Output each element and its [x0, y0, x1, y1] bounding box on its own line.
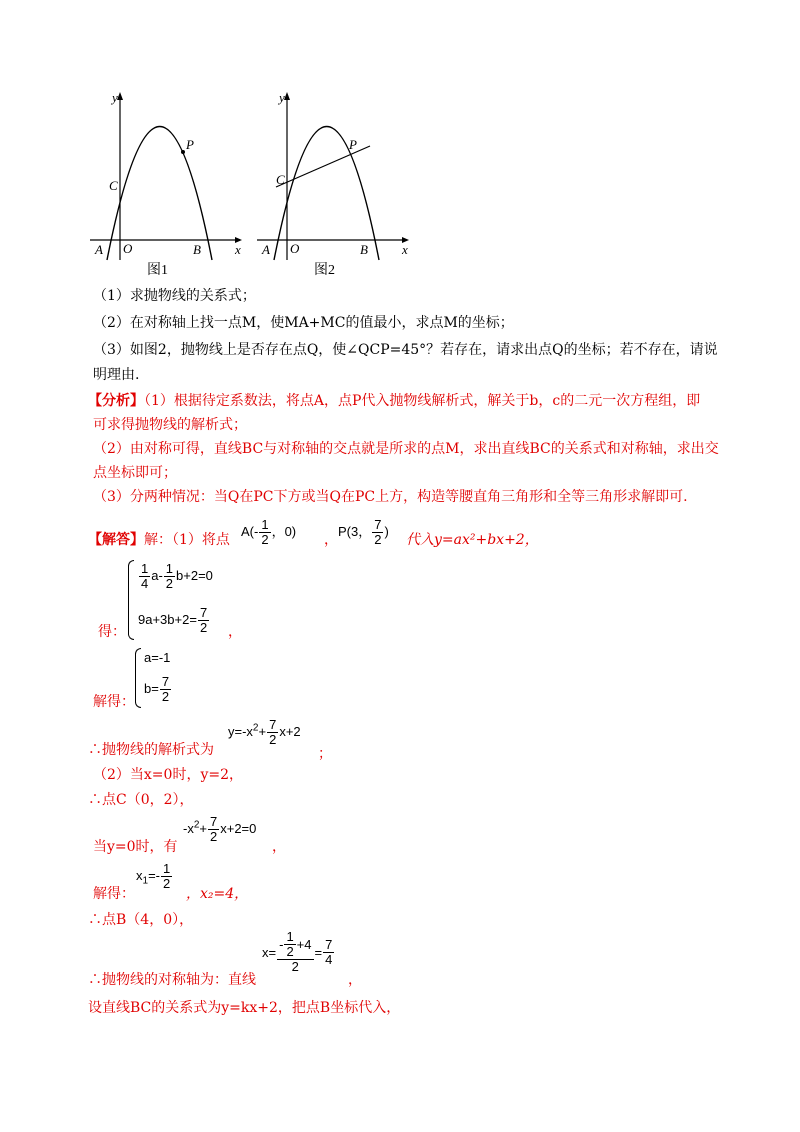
label-x: x: [235, 242, 241, 257]
analysis-text: （1）根据待定系数法，将点A，点P代入抛物线解析式，解关于b，c的二元一次方程组，即: [144, 393, 701, 409]
fraction-seven-halves: $\frac{7}{2}$: [374, 517, 382, 547]
comma: ，: [272, 839, 286, 855]
question-3-line1: （3）如图2，抛物线上是否存在点Q，使∠QCP=45°？若存在，请求出点Q的坐标；若不存在，请说: [93, 342, 718, 358]
equation-2: 9a+3b+2= $\frac{7}{2}$: [138, 605, 208, 635]
y-axis-arrow-icon: [284, 92, 290, 100]
solution-b: b= $\frac{7}{2}$: [144, 674, 170, 704]
parabola-expression-text: ∴抛物线的解析式为: [88, 742, 214, 758]
figure-1: [85, 88, 255, 278]
comma: ，: [228, 624, 242, 640]
analysis-tag: 【分析】: [88, 393, 144, 409]
y-axis-arrow-icon: [117, 92, 123, 100]
figure-2: [252, 88, 422, 278]
figure-caption: 图2: [314, 263, 335, 278]
label-x: x: [402, 242, 408, 257]
comma: ，: [348, 972, 362, 988]
label-c: C: [109, 178, 118, 193]
label-o: O: [290, 241, 300, 256]
zero-equation: $-x^2+$ $\frac{7}{2}$ x+2=0: [183, 814, 257, 844]
label-a: A: [262, 242, 270, 257]
axis-of-symmetry-equation: x= - $\frac{1}{2}$ +4 2 = $\frac{7}{4}$: [262, 929, 333, 974]
label-a: A: [95, 242, 103, 257]
point-p-marker: [181, 150, 185, 154]
comma: ，: [324, 532, 338, 548]
label-y: y: [112, 90, 118, 105]
solution-line-2: （2）当x=0时，y=2，: [93, 767, 243, 783]
solution-a: a=-1: [144, 650, 171, 665]
analysis-line-3: （2）由对称可得，直线BC与对称轴的交点就是所求的点M，求出直线BC的关系式和对称轴，求出交: [93, 441, 719, 457]
analysis-line-2: 可求得抛物线的解析式；: [93, 417, 247, 433]
get-label: 得：: [98, 624, 126, 640]
solution-line-1: 【解答】解：（1）将点: [88, 532, 230, 548]
solution-line-5: 解得：: [93, 886, 135, 902]
question-3-line2: 明理由.: [93, 367, 140, 383]
root-x1: $x_1=-$ $\frac{1}{2}$: [136, 861, 171, 891]
solve-label: 解得：: [93, 694, 135, 710]
solution-line-6: ∴点B（4，0），: [88, 912, 194, 928]
label-p: P: [186, 137, 194, 152]
figure-caption: 图1: [147, 263, 168, 278]
label-b: B: [360, 242, 368, 257]
label-p: P: [349, 137, 357, 152]
solution-line-8: 设直线BC的关系式为y=kx+2，把点B坐标代入，: [88, 1000, 401, 1016]
substitute-text: 代入y=ax²+bx+2，: [406, 532, 539, 548]
equation-1: $\frac{1}{4}$ a- $\frac{1}{2}$ b+2=0: [141, 561, 213, 591]
label-c: C: [276, 172, 285, 187]
solution-line-3: ∴点C（0，2），: [88, 792, 194, 808]
solution-line-7: ∴抛物线的对称轴为：直线: [88, 972, 256, 988]
label-b: B: [193, 242, 201, 257]
label-o: O: [123, 241, 133, 256]
question-2: （2）在对称轴上找一点M，使MA+MC的值最小，求点M的坐标；: [93, 315, 514, 331]
equation-system-brace: [128, 560, 134, 640]
analysis-line-1: [88, 391, 700, 411]
solution-line-4: 当y=0时，有: [93, 839, 178, 855]
parabola-equation: $y=-x^2+$ $\frac{7}{2}$ x+2: [228, 717, 301, 747]
analysis-line-4: 点坐标即可；: [93, 465, 177, 481]
solution-tag: 【解答】: [88, 532, 144, 548]
analysis-line-5: （3）分两种情况：当Q在PC下方或当Q在PC上方，构造等腰直角三角形和全等三角形求解即可.: [93, 489, 688, 505]
solution-brace: [135, 648, 141, 708]
point-p-expression: P(3， $\frac{7}{2}$ ): [338, 517, 389, 547]
fraction-neg-half: $\frac{1}{2}$: [261, 517, 269, 547]
root-x2: ，x₂=4，: [186, 886, 249, 902]
label-y: y: [279, 90, 285, 105]
semicolon: ；: [318, 746, 332, 762]
point-a-expression: A(- $\frac{1}{2}$ ，0): [241, 517, 297, 547]
question-1: （1）求抛物线的关系式；: [93, 288, 256, 304]
